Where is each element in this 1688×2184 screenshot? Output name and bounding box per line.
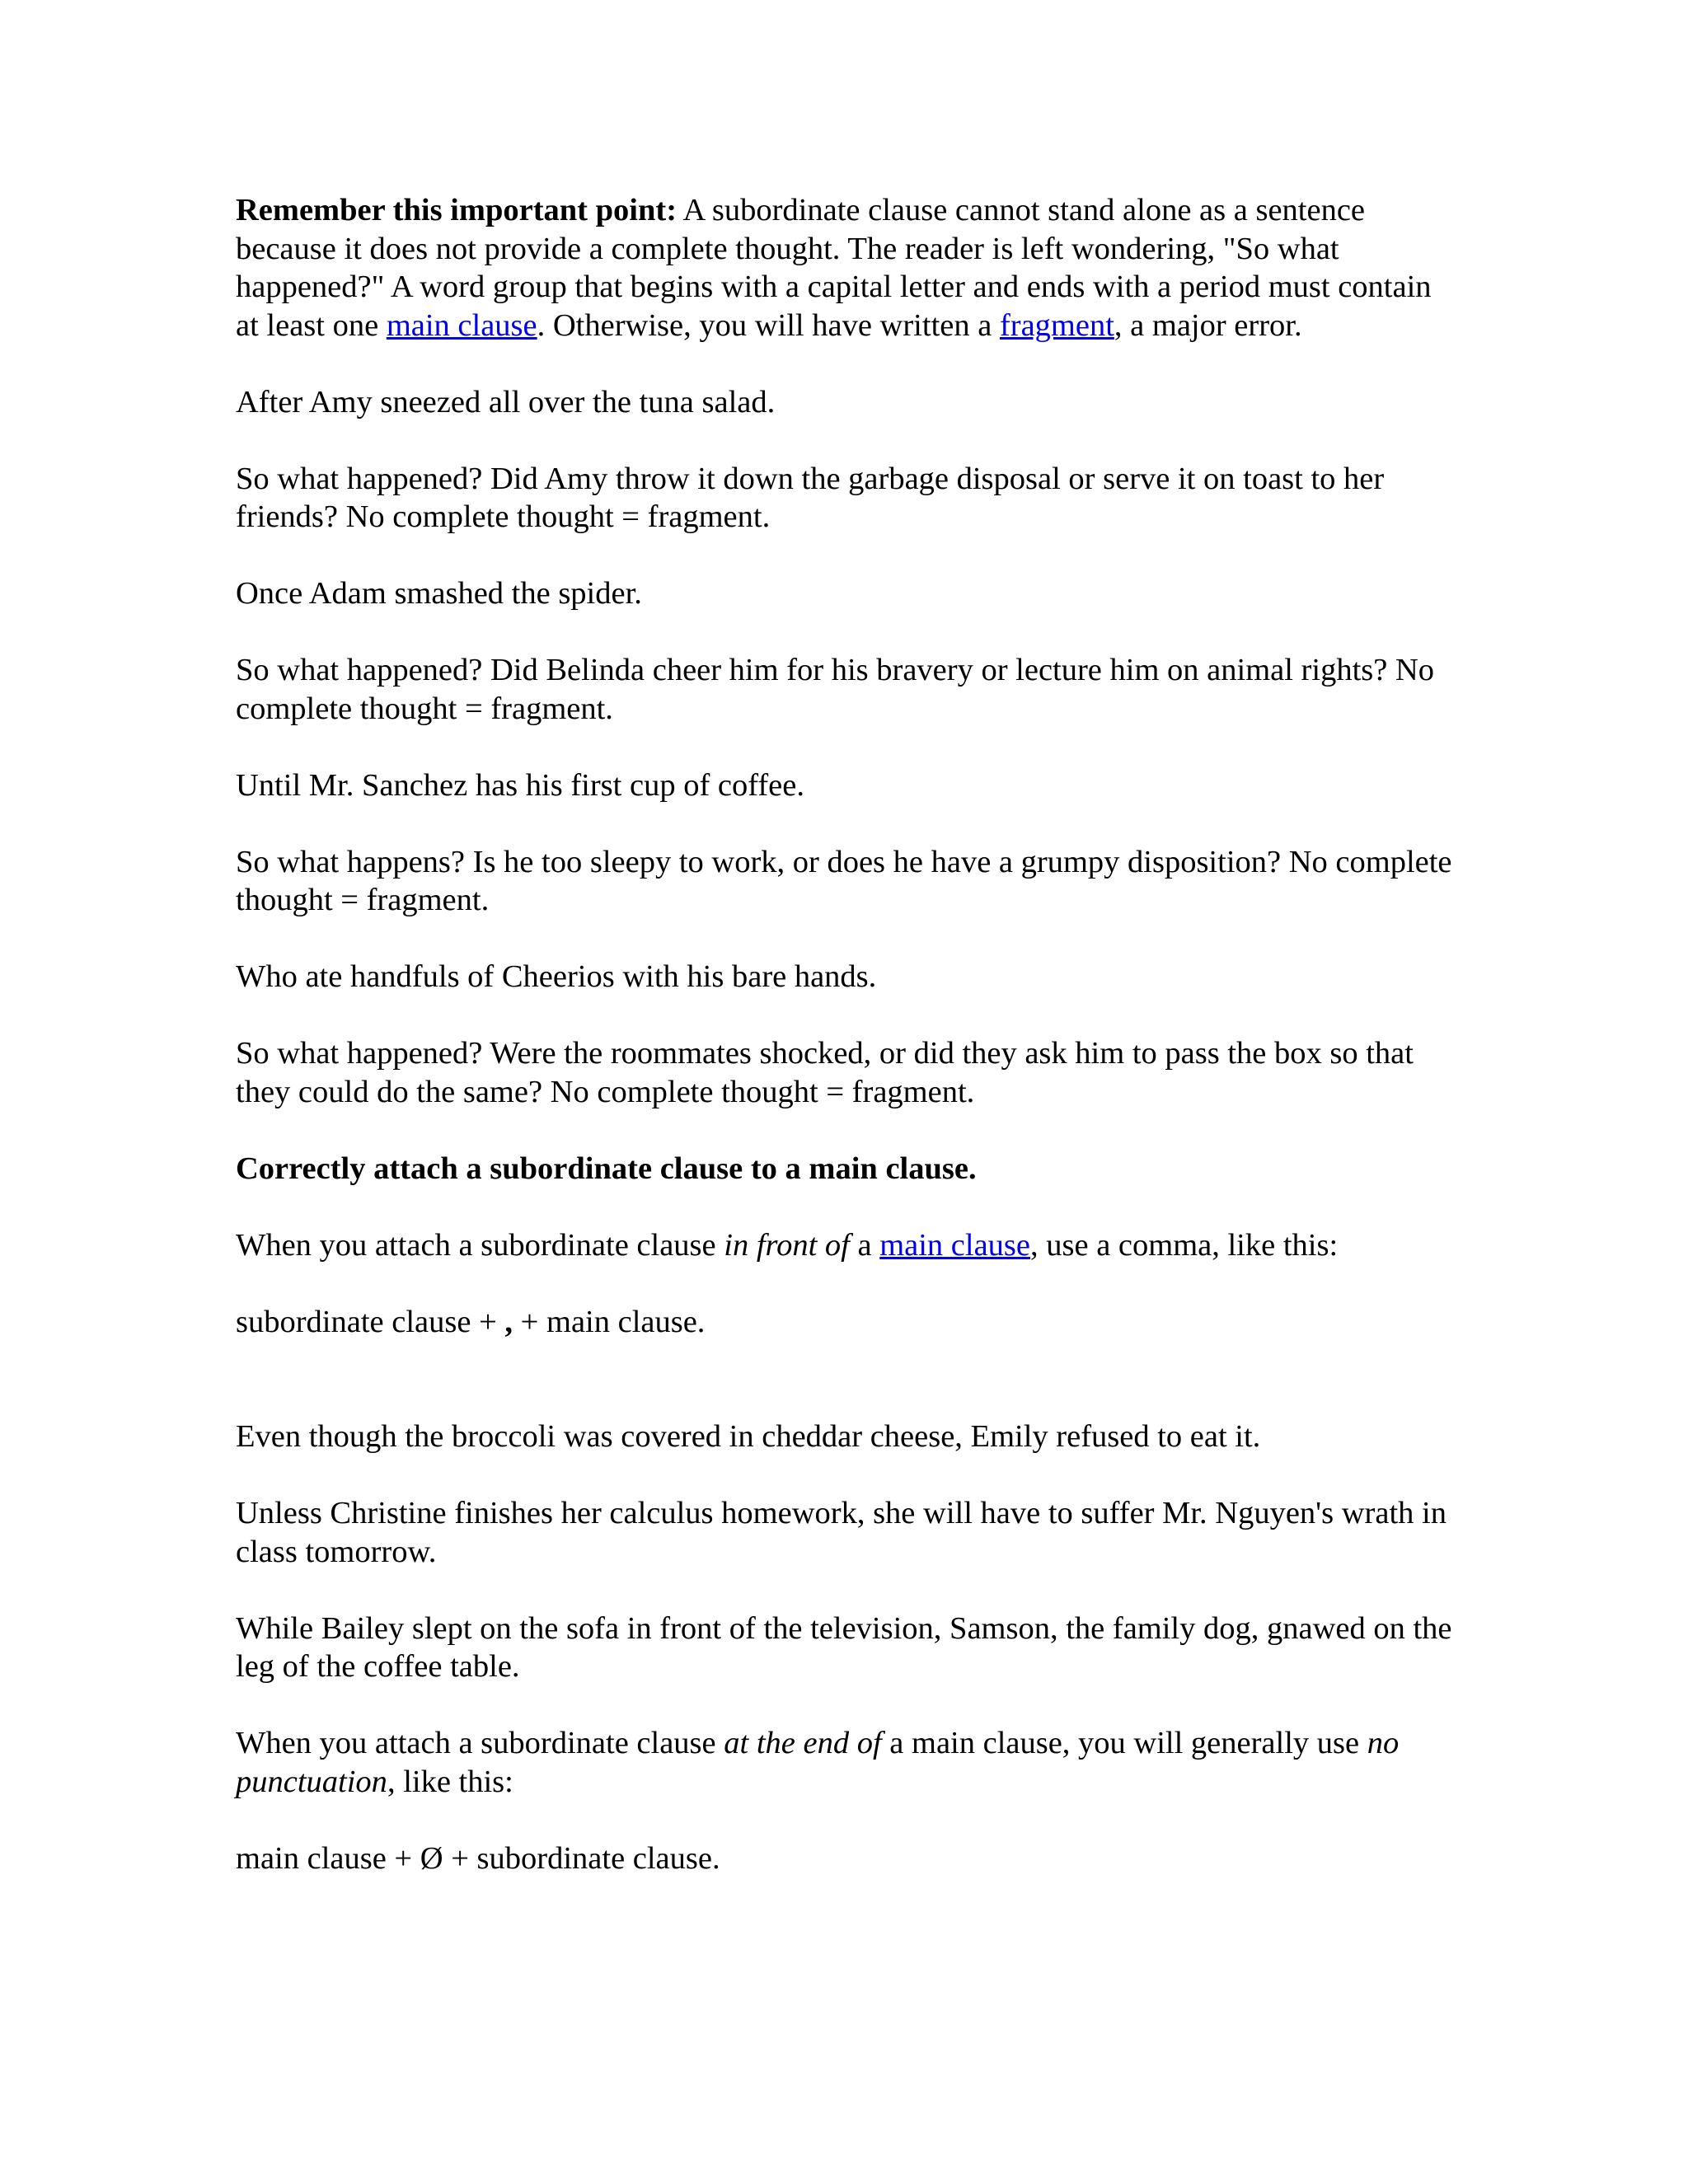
front-example: While Bailey slept on the sofa in front of the television, Samson, the family dog, gnawed on the leg of the coffee table. bbox=[236, 1610, 1452, 1684]
document-body bbox=[236, 191, 1456, 1916]
formula-end: main clause + Ø + subordinate clause. bbox=[236, 1840, 720, 1876]
rule-end-text-3: , like this: bbox=[387, 1764, 513, 1799]
example-fragment: Who ate handfuls of Cheerios with his bare hands. bbox=[236, 959, 877, 994]
example-fragment: After Amy sneezed all over the tuna salad. bbox=[236, 384, 776, 419]
intro-text-2: . Otherwise, you will have written a bbox=[537, 307, 1000, 343]
formula-front-part-1: subordinate clause + bbox=[236, 1304, 505, 1339]
example-explanation: So what happens? Is he too sleepy to work, or does he have a grumpy disposition? No complete thought = fragment. bbox=[236, 844, 1452, 917]
section-heading bbox=[236, 1150, 1456, 1188]
rule-end-text-1: When you attach a subordinate clause bbox=[236, 1726, 724, 1760]
formula-front-comma: , bbox=[504, 1304, 513, 1339]
formula-front bbox=[236, 1303, 1456, 1342]
front-example: Even though the broccoli was covered in cheddar cheese, Emily refused to eat it. bbox=[236, 1419, 1261, 1454]
rule-front-text-3: , use a comma, like this: bbox=[1030, 1227, 1339, 1263]
example-explanation: So what happened? Were the roommates shocked, or did they ask him to pass the box so that they could do the same? No complete thought = fragment. bbox=[236, 1036, 1414, 1109]
section-heading-text: Correctly attach a subordinate clause to a main clause. bbox=[236, 1151, 977, 1186]
main-clause-link[interactable]: main clause bbox=[386, 307, 537, 343]
formula-front-part-2: + main clause. bbox=[513, 1304, 706, 1339]
rule-front-text-2: a bbox=[857, 1227, 880, 1263]
rule-front-italic: in front of bbox=[724, 1227, 858, 1263]
rule-end-text-2: a main clause, you will generally use bbox=[881, 1726, 1367, 1760]
intro-text-3: , a major error. bbox=[1114, 307, 1302, 343]
example-explanation: So what happened? Did Belinda cheer him for his bravery or lecture him on animal rights? No complete thought = fragment. bbox=[236, 653, 1435, 726]
front-example: Unless Christine finishes her calculus homework, she will have to suffer Mr. Nguyen's wrath in class tomorrow. bbox=[236, 1496, 1447, 1569]
rule-front-text-1: When you attach a subordinate clause bbox=[236, 1227, 724, 1263]
main-clause-link[interactable]: main clause bbox=[879, 1227, 1030, 1263]
example-fragment: Until Mr. Sanchez has his first cup of coffee. bbox=[236, 767, 804, 803]
rule-end-italic-2: no punctuation bbox=[236, 1726, 1400, 1799]
example-fragment: Once Adam smashed the spider. bbox=[236, 576, 642, 611]
example-explanation: So what happened? Did Amy throw it down the garbage disposal or serve it on toast to her friends? No complete thought = fragment. bbox=[236, 461, 1385, 534]
rule-front-paragraph bbox=[236, 1226, 1456, 1265]
intro-bold-lead: Remember this important point: bbox=[236, 193, 678, 227]
rule-end-paragraph bbox=[236, 1724, 1456, 1801]
intro-paragraph bbox=[236, 191, 1456, 344]
rule-end-italic-1: at the end of bbox=[724, 1726, 882, 1760]
intro-text-1: A subordinate clause cannot stand alone as a sentence because it does not provide a complete thought. The reader is left wondering, "So what happened?" A word group that begins with a capital letter and ends with a period must contain at least one bbox=[236, 193, 1432, 343]
fragment-link[interactable]: fragment bbox=[999, 307, 1114, 343]
